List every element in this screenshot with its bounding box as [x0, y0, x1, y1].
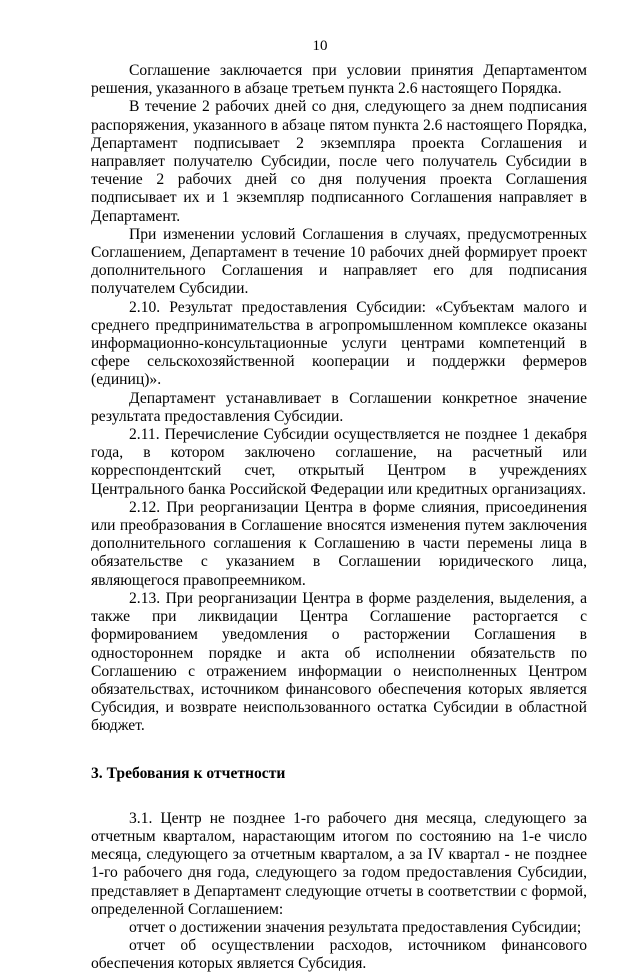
paragraph-2-13: 2.13. При реорганизации Центра в форме разделения, выделения, а также при ликвидации Центра Соглашение расторгается с формированием уведомления о расторжении Соглашения в одностороннем порядке и акта об исполнении обязательств по Соглашению с отражением информации о неисполненных Центром обязательствах, источником финансового обеспечения которых является Субсидия, и возврате неиспользованного остатка Субсидии в областной бюджет. [91, 589, 587, 735]
page-number: 10 [312, 38, 328, 54]
paragraph-agreement-signing: В течение 2 рабочих дней со дня, следующего за днем подписания распоряжения, указанного в абзаце пятом пункта 2.6 настоящего Порядка, Департамент подписывает 2 экземпляра проекта Соглашения и направляет получателю Субсидии, после чего получатель Субсидии в течение 2 рабочих дней со дня получения проекта Соглашения подписывает их и 1 экземпляр подписанного Соглашения направляет в Департамент. [91, 98, 587, 225]
paragraph-2-10: 2.10. Результат предоставления Субсидии: «Субъектам малого и среднего предпринимательства в агропромышленном комплексе оказаны информационно-консультационные услуги центрами компетенций в сфере сельскохозяйственной кооперации и поддержки фермеров (единиц)». [91, 298, 587, 389]
section-heading: 3. Требования к отчетности [91, 764, 286, 782]
document-body [91, 62, 587, 974]
paragraph-2-11: 2.11. Перечисление Субсидии осуществляется не позднее 1 декабря года, в котором заключено соглашение, на расчетный или корреспондентский счет, открытый Центром в учреждениях Центрального банка Российской Федерации или кредитных организациях. [91, 426, 587, 498]
paragraph-3-1: 3.1. Центр не позднее 1-го рабочего дня месяца, следующего за отчетным кварталом, нарастающим итогом по состоянию на 1-е число месяца, следующего за отчетным кварталом, а за IV квартал - не позднее 1-го рабочего дня года, следующего за годом предоставления Субсидии, представляет в Департамент следующие отчеты в соответствии с формой, определенной Соглашением: [91, 809, 587, 918]
paragraph-agreement-changes: При изменении условий Соглашения в случаях, предусмотренных Соглашением, Департамент в течение 10 рабочих дней формирует проект дополнительного Соглашения и направляет его для подписания получателем Субсидии. [91, 225, 587, 298]
paragraph-2-12: 2.12. При реорганизации Центра в форме слияния, присоединения или преобразования в Соглашение вносятся изменения путем заключения дополнительного соглашения к Соглашению в части перемены лица в обязательстве с указанием в Соглашении юридического лица, являющегося правопреемником. [91, 498, 587, 589]
paragraph-report-result: отчет о достижении значения результата предоставления Субсидии; [129, 918, 582, 936]
paragraph-report-expenses: отчет об осуществлении расходов, источником финансового обеспечения которых является Субсидия. [91, 937, 587, 973]
paragraph-result-value: Департамент устанавливает в Соглашении конкретное значение результата предоставления Субсидии. [91, 389, 587, 425]
paragraph-agreement-condition: Соглашение заключается при условии принятия Департаментом решения, указанного в абзаце третьем пункта 2.6 настоящего Порядка. [91, 62, 587, 98]
